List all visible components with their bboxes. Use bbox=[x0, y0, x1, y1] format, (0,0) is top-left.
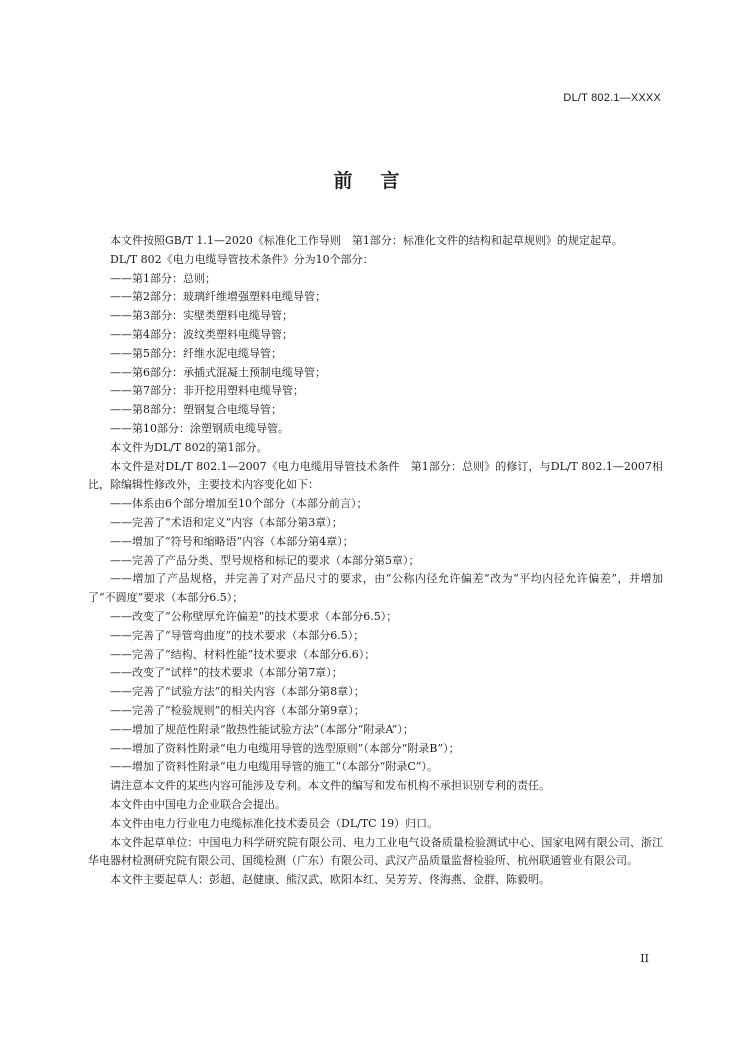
header-document-code: DL/T 802.1—XXXX bbox=[563, 92, 661, 104]
list-item-part-8: ——第8部分：塑钢复合电缆导管； bbox=[110, 403, 282, 417]
list-item-part-5: ——第5部分：纤维水泥电缆导管； bbox=[110, 346, 282, 360]
list-item-change: ——增加了产品规格，并完善了对产品尺寸的要求，由“公称内径允许偏差”改为“平均内径允许偏差”，并增加了“不圆度”要求（本部分6.5）； bbox=[88, 572, 663, 605]
list-item-change: ——增加了规范性附录“散热性能试验方法”（本部分“附录A”）； bbox=[110, 722, 414, 736]
list-item-part-4: ——第4部分：波纹类塑料电缆导管； bbox=[110, 327, 293, 341]
paragraph-drafting-organizations: 本文件起草单位：中国电力科学研究院有限公司、电力工业电气设备质量检验测试中心、国家电网有限公司、浙江华电器材检测研究院有限公司、国缆检测（广东）有限公司、武汉产品质量监督检验所、杭州联通管业有限公司。 bbox=[88, 835, 663, 868]
list-item-change: ——完善了“结构、材料性能”技术要求（本部分6.6）； bbox=[110, 647, 376, 661]
paragraph-proposer: 本文件由中国电力企业联合会提出。 bbox=[110, 797, 286, 811]
list-item-change: ——完善了“术语和定义”内容（本部分第3章）； bbox=[110, 515, 343, 529]
list-item-change: ——增加了“符号和缩略语”内容（本部分第4章）； bbox=[110, 534, 354, 548]
list-item-change: ——完善了产品分类、型号规格和标记的要求（本部分第5章）； bbox=[110, 553, 420, 567]
foreword-body bbox=[88, 232, 663, 890]
list-item-change: ——完善了“检验规则”的相关内容（本部分第9章）； bbox=[110, 703, 365, 717]
list-item-change: ——完善了“导管弯曲度”的技术要求（本部分6.5）； bbox=[110, 628, 365, 642]
paragraph-drafters: 本文件主要起草人：彭超、赵健康、熊汉武、欧阳本红、吴芳芳、佟海燕、金群、陈毅明。 bbox=[110, 873, 550, 887]
list-item-change: ——改变了“试样”的技术要求（本部分第7章）； bbox=[110, 666, 343, 680]
list-item-change: ——完善了“试验方法”的相关内容（本部分第8章）； bbox=[110, 685, 365, 699]
list-item-change: ——增加了资料性附录“电力电缆用导管的施工”（本部分“附录C”）。 bbox=[110, 760, 438, 774]
page-number: II bbox=[640, 952, 649, 965]
list-item-change: ——体系由6个部分增加至10个部分（本部分前言）； bbox=[110, 497, 368, 511]
list-item-part-1: ——第1部分：总则； bbox=[110, 271, 216, 285]
paragraph-parts-intro: DL/T 802《电力电缆导管技术条件》分为10个部分： bbox=[110, 252, 374, 266]
list-item-part-10: ——第10部分：涂塑钢质电缆导管。 bbox=[110, 421, 289, 435]
list-item-part-6: ——第6部分：承插式混凝土预制电缆导管； bbox=[110, 365, 326, 379]
list-item-part-7: ——第7部分：非开挖用塑料电缆导管； bbox=[110, 384, 304, 398]
list-item-change: ——改变了“公称壁厚允许偏差”的技术要求（本部分6.5）； bbox=[110, 609, 398, 623]
page-title: 前言 bbox=[333, 170, 428, 192]
list-item-change: ——增加了资料性附录“电力电缆用导管的选型原则”（本部分“附录B”）； bbox=[110, 741, 460, 755]
paragraph-revision-intro: 本文件是对DL/T 802.1—2007《电力电缆用导管技术条件 第1部分：总则》的修订，与DL/T 802.1—2007相比，除编辑性修改外，主要技术内容变化如下： bbox=[88, 459, 663, 492]
list-item-part-2: ——第2部分：玻璃纤维增强塑料电缆导管； bbox=[110, 290, 326, 304]
paragraph-patent-notice: 请注意本文件的某些内容可能涉及专利。本文件的编写和发布机构不承担识别专利的责任。 bbox=[110, 779, 550, 793]
paragraph-administrator: 本文件由电力行业电力电缆标准化技术委员会（DL/TC 19）归口。 bbox=[110, 816, 439, 830]
paragraph-drafting-basis: 本文件按照GB/T 1.1—2020《标准化工作导则 第1部分：标准化文件的结构和起草规则》的规定起草。 bbox=[110, 234, 623, 247]
list-item-part-3: ——第3部分：实壁类塑料电缆导管； bbox=[110, 309, 293, 323]
paragraph-this-part: 本文件为DL/T 802的第1部分。 bbox=[110, 440, 268, 454]
